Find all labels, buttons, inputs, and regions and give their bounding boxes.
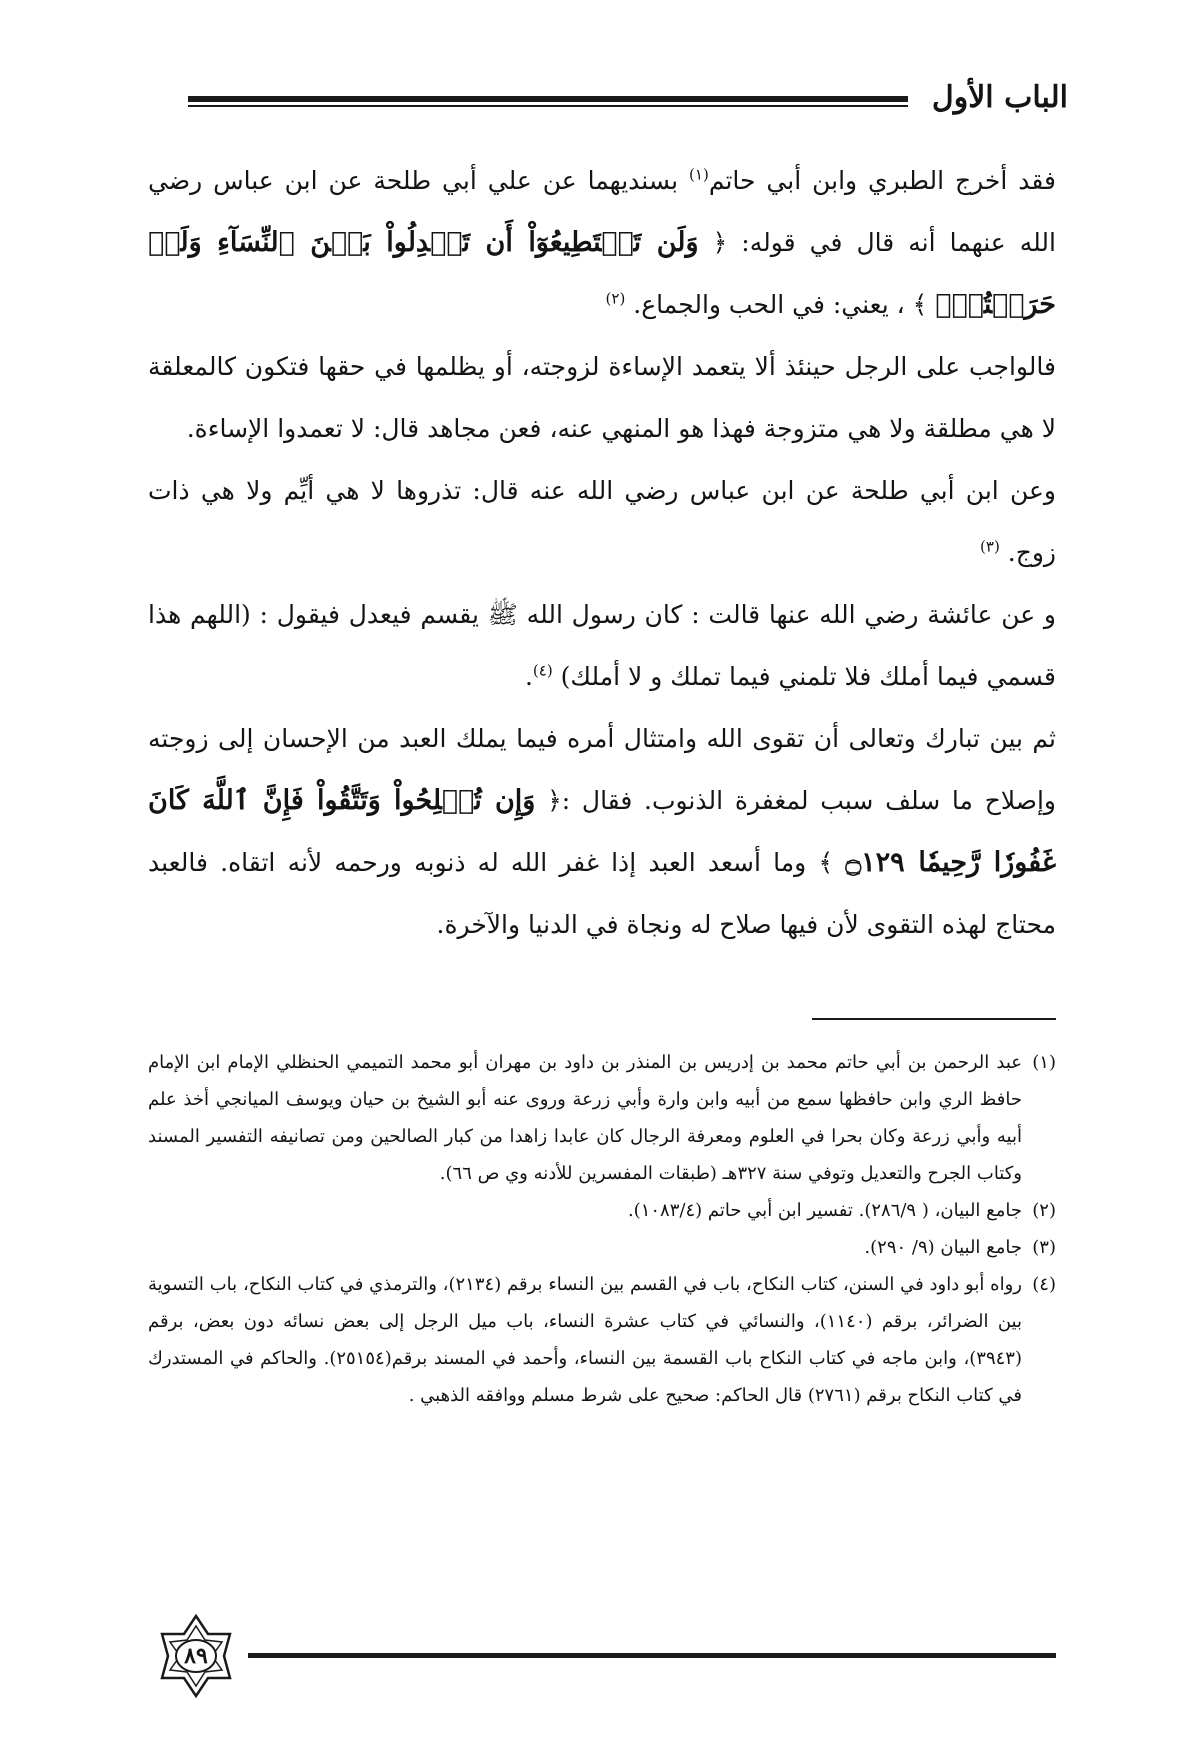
paragraph-5-part-b: ﴾ وما أسعد العبد إذا غفر الله له ذنوبه ورحمه لأنه اتقاه. فالعبد محتاج لهذه التقوى لأن فيها صلاح له ونجاة في الدنيا والآخرة. <box>148 848 1056 939</box>
paragraph-1-part-c: ﴾ ، يعني: في الحب والجماع. <box>625 290 936 319</box>
paragraph-3-text: وعن ابن أبي طلحة عن ابن عباس رضي الله عنه قال: تذروها لا هي أيِّم ولا هي ذات زوج. <box>148 476 1056 567</box>
footnote-2 <box>148 1192 1056 1229</box>
footnote-ref-2[interactable]: (٢) <box>605 289 626 308</box>
footnote-number: (٣) <box>1032 1237 1056 1258</box>
footnote-text: جامع البيان، ( ٢٨٦/٩). تفسير ابن أبي حاتم (١٠٨٣/٤). <box>627 1200 1022 1221</box>
footnote-number: (٢) <box>1032 1200 1056 1221</box>
header-double-rule <box>188 96 908 102</box>
paragraph-1 <box>148 150 1056 336</box>
paragraph-2: فالواجب على الرجل حينئذ ألا يتعمد الإساءة لزوجته، أو يظلمها في حقها فتكون كالمعلقة لا هي مطلقة ولا هي متزوجة فهذا هو المنهي عنه، فعن مجاهد قال: لا تعمدوا الإساءة. <box>148 352 1056 443</box>
footnote-1 <box>148 1044 1056 1192</box>
paragraph-4-end: . <box>524 662 533 691</box>
footnote-ref-1[interactable]: (١) <box>689 165 709 184</box>
paragraph-4 <box>148 584 1056 708</box>
page-number: ٨٩ <box>184 1643 208 1669</box>
footer-rule <box>248 1653 1056 1658</box>
quran-verse-2: وَإِن تُصۡلِحُواْ وَتَتَّقُواْ فَإِنَّ ٱللَّهَ كَانَ غَفُورٗا رَّحِيمٗا ۝١٢٩ <box>148 785 1056 878</box>
paragraph-1-part-a: فقد أخرج الطبري وابن أبي حاتم <box>708 166 1056 195</box>
footnote-3 <box>148 1229 1056 1266</box>
main-text <box>148 150 1056 956</box>
footnotes <box>148 1044 1056 1414</box>
paragraph-5-part-a: ثم بين تبارك وتعالى أن تقوى الله وامتثال أمره فيما يملك العبد من الإحسان إلى زوجته وإصلاح ما سلف سبب لمغفرة الذنوب. فقال :﴿ <box>148 724 1056 815</box>
footnote-text: عبد الرحمن بن أبي حاتم محمد بن إدريس بن المنذر بن داود بن مهران أبو محمد التميمي الحنظلي الإمام ابن الإمام حافظ الري وابن حافظها سمع من أبيه وابن وارة وأبي زرعة وروى عنه أبو الشيخ بن حيان ويوسف الميانجي أخذ علم أبيه وأبي زرعة وكان بحرا في العلوم ومعرفة الرجال كان عابدا زاهدا من كبار الصالحين ومن تصانيفه التفسير المسند وكتاب الجرح والتعديل وتوفي سنة ٣٢٧هـ (طبقات المفسرين للأدنه وي ص ٦٦). <box>148 1052 1022 1184</box>
footnote-ref-4[interactable]: (٤) <box>532 661 553 680</box>
footnote-text: رواه أبو داود في السنن، كتاب النكاح، باب في القسم بين النساء برقم (٢١٣٤)، والترمذي في كتاب النكاح، باب التسوية بين الضرائر، برقم (١١٤٠)، والنسائي في كتاب عشرة النساء، باب ميل الرجل إلى بعض نسائه دون بعض، برقم (٣٩٤٣)، وابن ماجه في كتاب النكاح باب القسمة بين النساء، وأحمد في المسند برقم(٢٥١٥٤). والحاكم في المستدرك في كتاب النكاح برقم (٢٧٦١) قال الحاكم: صحيح على شرط مسلم ووافقه الذهبي . <box>148 1274 1022 1406</box>
running-header <box>188 78 1068 118</box>
quran-verse-1: وَلَن تَسۡتَطِيعُوٓاْ أَن تَعۡدِلُواْ بَيۡنَ ٱلنِّسَآءِ وَلَوۡ حَرَصۡتُمۡۖ <box>148 227 1056 320</box>
paragraph-5 <box>148 708 1056 956</box>
footnote-4 <box>148 1266 1056 1414</box>
footnote-text: جامع البيان (٩/ ٢٩٠). <box>864 1237 1022 1258</box>
footnote-number: (١) <box>1032 1052 1056 1073</box>
footnote-separator <box>812 1018 1056 1020</box>
paragraph-4-text: و عن عائشة رضي الله عنها قالت : كان رسول الله ﷺ يقسم فيعدل فيقول : (اللهم هذا قسمي فيما أملك فلا تلمني فيما تملك و لا أملك) <box>148 600 1056 691</box>
chapter-title: الباب الأول <box>931 80 1068 115</box>
paragraph-3 <box>148 460 1056 584</box>
page-footer <box>148 1610 1056 1700</box>
footnote-number: (٤) <box>1032 1274 1056 1295</box>
footnote-ref-3[interactable]: (٣) <box>980 537 1000 556</box>
paragraph-1-part-b: بسنديهما عن علي أبي طلحة عن ابن عباس رضي الله عنهما أنه قال في قوله: ﴿ <box>148 166 1056 257</box>
